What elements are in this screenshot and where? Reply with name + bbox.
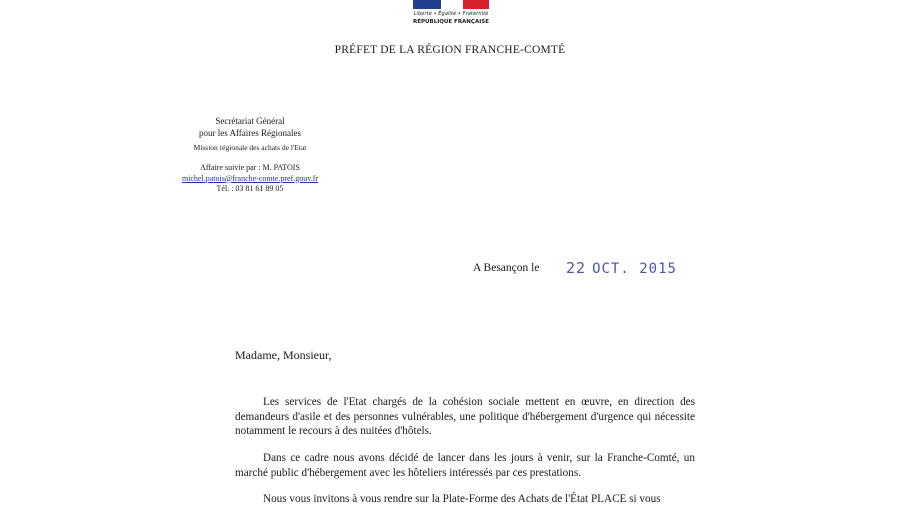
sender-contact (150, 163, 350, 195)
body-paragraph-1: Les services de l'Etat chargés de la cohésion sociale mettent en œuvre, en direction des demandeurs d'asile et des personnes vulnérables, une politique d'hébergement d'urgence qui nécessite notamment le recours à des nuitées d'hôtels. (235, 396, 695, 437)
tricolor-flag-icon (413, 0, 489, 9)
salutation: Madame, Monsieur, (235, 348, 332, 362)
contact-email-link[interactable]: michel.patois@franche-comte.pref.gouv.fr (181, 173, 319, 183)
service-line-1: Secrétariat Général (215, 116, 285, 126)
marianne-logo (413, 0, 489, 31)
date-stamp (566, 259, 677, 277)
body-paragraph-2: Dans ce cadre nous avons décidé de lancer dans les jours à venir, sur la Franche-Comté, un marché public d'hébergement avec les hôteliers intéressés par ces prestations. (235, 452, 695, 479)
logo-republic-name: RÉPUBLIQUE FRANÇAISE (413, 19, 489, 25)
affaire-suivie: Affaire suivie par : M. PATOIS (200, 163, 300, 172)
body-paragraph-3: Nous vous invitons à vous rendre sur la Plate-Forme des Achats de l'État PLACE si vous (263, 493, 661, 505)
date-place: A Besançon le (473, 262, 540, 274)
service-line-2: pour les Affaires Régionales (198, 128, 302, 138)
logo-motto: Liberté • Égalité • Fraternité (413, 11, 489, 17)
sender-service (150, 115, 350, 139)
sender-mission: Mission régionale des achats de l'Etat (193, 143, 307, 152)
contact-phone: Tél. : 03 81 61 89 05 (216, 184, 284, 193)
prefet-title: PRÉFET DE LA RÉGION FRANCHE-COMTÉ (334, 44, 566, 56)
date-stamp-day: 22 (566, 259, 587, 277)
date-stamp-month-year: OCT. 2015 (592, 261, 677, 277)
